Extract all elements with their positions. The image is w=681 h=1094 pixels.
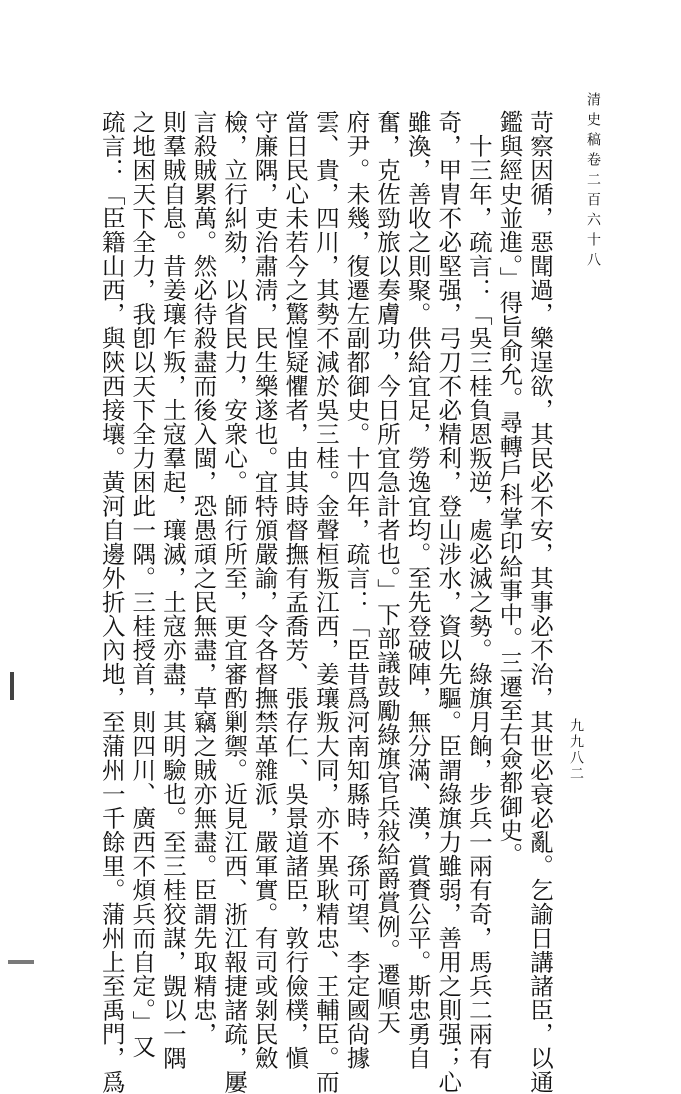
text-column: 守廉隅，吏治肅淸，民生樂遂也。宜特頒嚴諭，令各督撫禁革雜派，嚴軍實。有司或剝民斂 xyxy=(250,110,279,1070)
text-column: 言殺賊累萬。然必待殺盡而後入閩，恐愚頑之民無盡，草竊之賊亦無盡。臣謂先取精忠， xyxy=(189,110,218,1046)
running-title: 清史稿卷二百六十八 xyxy=(585,92,601,272)
text-column: 則羣賊自息。昔姜瓖乍叛，土寇羣起，瓖滅，土寇亦盡，其明驗也。至三桂狡謀，覬以一隅 xyxy=(158,110,187,1070)
text-column: 府尹。未幾，復遷左副都御史。十四年，疏言：「臣昔爲河南知縣時，孫可望、李定國尙據 xyxy=(342,110,371,1070)
text-column: 十三年，疏言：「吳三桂負恩叛逆，處必滅之勢。綠旗月餉，步兵一兩有奇，馬兵二兩有 xyxy=(464,110,493,1070)
text-column: 鑑與經史並進。」得旨俞允。尋轉戶科掌印給事中。三遷至右僉都御史。 xyxy=(495,110,524,867)
text-column: 疏言：「臣籍山西，與陝西接壤。黃河自邊外折入內地，至蒲州一千餘里。蒲州上至禹門，爲 xyxy=(97,110,126,1094)
text-column: 雖渙，善收之則聚。供給宜足，勞逸宜均。至先登破陣，無分滿、漢，賞賚公平。斯忠勇自 xyxy=(403,110,432,1070)
text-column: 之地困天下全力，我卽以天下全力困此一隅。三桂授首，則四川、廣西不煩兵而自定。」又 xyxy=(128,110,157,1059)
binding-mark xyxy=(10,672,14,700)
scan-artifact-mark xyxy=(8,960,34,964)
text-column: 奇，甲胄不必堅强，弓刀不必精利，登山涉水，資以先驅。臣謂綠旗力雖弱，善用之則强；心 xyxy=(434,110,463,1094)
text-column: 檢，立行糾劾，以省民力，安衆心。師行所至，更宜審酌剿禦。近見江西、浙江報捷諸疏，屢 xyxy=(220,110,249,1094)
text-column: 苛察因循，惡聞過，樂逞欲，其民必不安，其事必不治，其世必衰必亂。乞諭日講諸臣，以通 xyxy=(526,110,554,1094)
text-column: 當日民心未若今之驚惶疑懼者，由其時督撫有孟喬芳、張存仁、吳景道諸臣，敦行儉樸，愼 xyxy=(281,110,310,1070)
page-number: 九九八二 xyxy=(568,718,584,782)
text-column: 奮，克佐勁旅以奏膚功，今日所宜急計者也。」下部議鼓勵綠旗官兵敍給爵賞例。遷順天 xyxy=(373,110,402,1035)
text-column: 雲、貴，四川，其勢不減於吳三桂。金聲桓叛江西，姜瓖叛大同，亦不異耿精忠、王輔臣。而 xyxy=(311,110,340,1094)
vertical-text-block xyxy=(95,110,555,1094)
